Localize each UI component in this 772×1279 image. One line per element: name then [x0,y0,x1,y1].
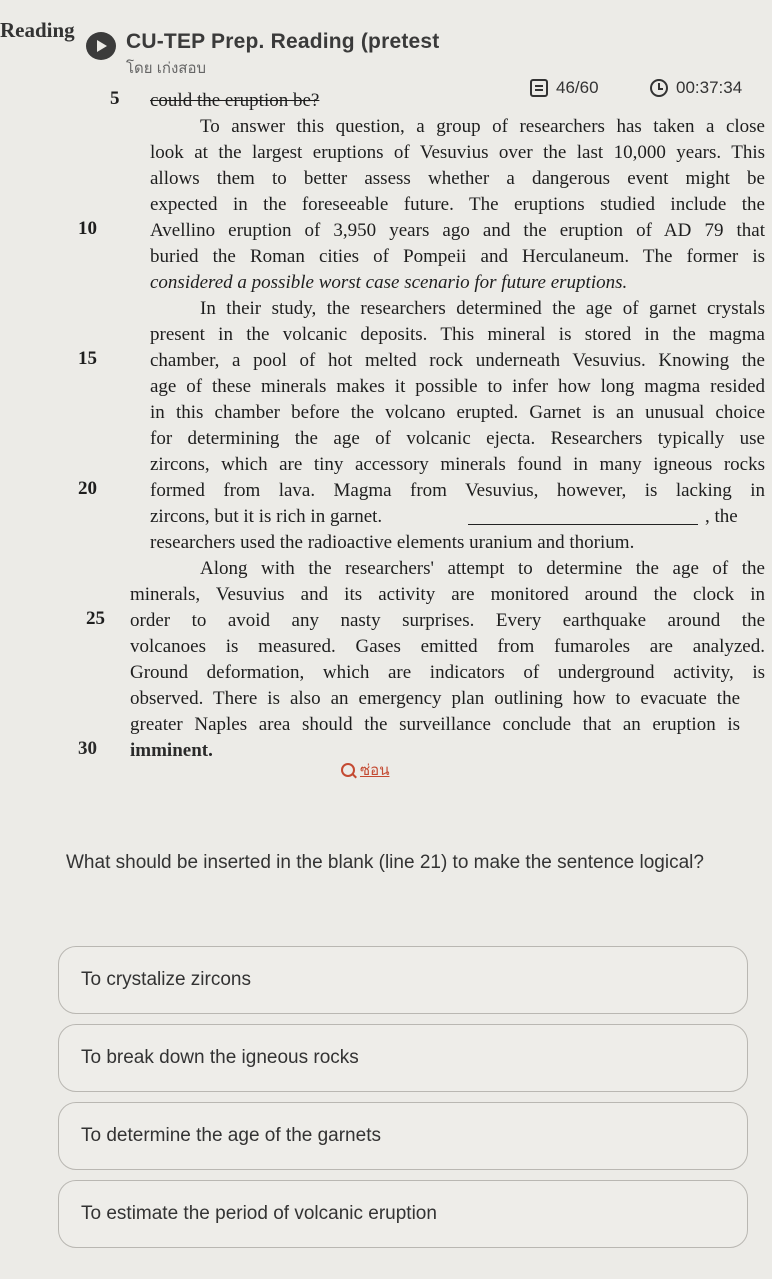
app-header [0,0,772,97]
line-number: 15 [78,348,97,369]
course-logo-icon [86,32,116,60]
option-label: To crystalize zircons [81,969,251,990]
option-label: To determine the age of the garnets [81,1125,381,1146]
passage-line: researchers used the radioactive elements uranium and thorium. [150,532,635,553]
passage-line: present in the volcanic deposits. This mineral is stored in the magma [150,324,765,345]
line-number: 25 [86,608,105,629]
answer-blank [468,506,698,525]
search-icon [341,763,355,777]
passage-line: imminent. [130,740,213,761]
passage-line: zircons, which are tiny accessory minerals found in many igneous rocks [150,454,765,475]
passage-line: volcanoes is measured. Gases emitted from fumaroles are analyzed. [130,636,765,657]
passage-line: could the eruption be? [150,90,320,111]
passage-line: Avellino eruption of 3,950 years ago and the eruption of AD 79 that [150,220,765,241]
line-number: 20 [78,478,97,499]
passage-line: in this chamber before the volcano erupted. Garnet is an unusual choice [150,402,765,423]
passage-line: Along with the researchers' attempt to determine the age of the [200,558,765,579]
passage-line: look at the largest eruptions of Vesuvius over the last 10,000 years. This [150,142,765,163]
course-author: โดย เก่งสอบ [126,60,206,77]
passage-line: age of these minerals makes it possible to infer how long magma resided [150,376,765,397]
answer-option-c[interactable] [58,1102,748,1170]
hide-passage-label: ซ่อน [360,762,390,779]
option-label: To estimate the period of volcanic eruption [81,1203,437,1224]
passage-line: zircons, but it is rich in garnet. [150,506,383,527]
question-progress-text: 46/60 [556,78,599,97]
passage-line: minerals, Vesuvius and its activity are monitored around the clock in [130,584,765,605]
passage-line: considered a possible worst case scenario for future eruptions. [150,272,628,293]
question-text: What should be inserted in the blank (line 21) to make the sentence logical? [66,852,704,873]
passage-line: To answer this question, a group of researchers has taken a close [200,116,765,137]
passage-line: In their study, the researchers determined the age of garnet crystals [200,298,765,319]
answer-option-a[interactable] [58,946,748,1014]
option-label: To break down the igneous rocks [81,1047,359,1068]
blank-suffix: , the [705,506,738,527]
timer-text: 00:37:34 [676,78,743,97]
course-title: CU-TEP Prep. Reading (pretest [126,30,440,53]
reading-passage [0,88,772,735]
passage-line: Ground deformation, which are indicators of underground activity, is [130,662,765,683]
hide-passage-link[interactable] [341,758,389,782]
passage-line: expected in the foreseeable future. The eruptions studied include the [150,194,765,215]
passage-line: observed. There is also an emergency plan outlining how to evacuate the [130,688,740,709]
brand-label: Reading [0,18,75,42]
passage-line: chamber, a pool of hot melted rock underneath Vesuvius. Knowing the [150,350,765,371]
answer-option-d[interactable] [58,1180,748,1248]
line-number: 30 [78,738,97,759]
line-number: 10 [78,218,97,239]
passage-line: greater Naples area should the surveillance conclude that an eruption is [130,714,740,735]
passage-line: for determining the age of volcanic ejecta. Researchers typically use [150,428,765,449]
passage-line: buried the Roman cities of Pompeii and Herculaneum. The former is [150,246,765,267]
passage-line: allows them to better assess whether a dangerous event might be [150,168,765,189]
passage-line: formed from lava. Magma from Vesuvius, however, is lacking in [150,480,765,501]
passage-line: order to avoid any nasty surprises. Every earthquake around the [130,610,765,631]
answer-option-b[interactable] [58,1024,748,1092]
line-number: 5 [110,88,120,109]
